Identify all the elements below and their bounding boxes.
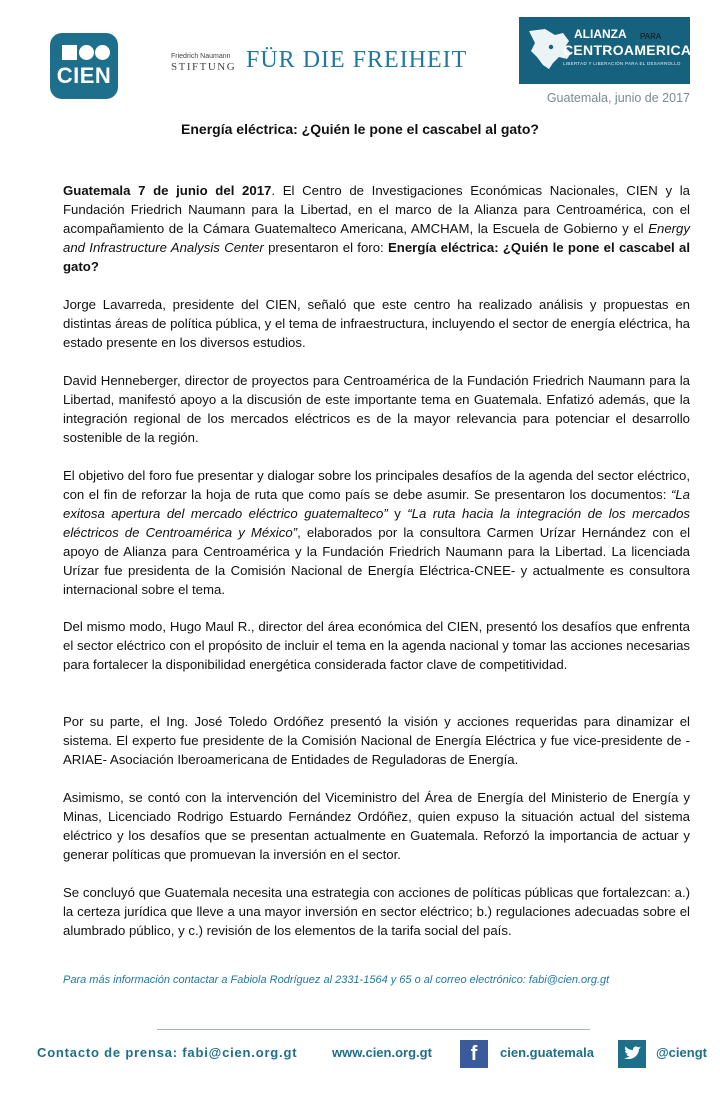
website-link[interactable]: www.cien.org.gt [332,1045,432,1060]
facebook-link[interactable]: cien.guatemala [500,1045,594,1060]
paragraph-intro: Guatemala 7 de junio del 2017. El Centro de Investigaciones Económicas Nacionales, CIEN y la Fundación Friedrich Naumann para la Libertad, en el marco de la Alianza para Centroamérica, con el acompañamiento de la Cámara Guatemalteco Americana, AMCHAM, la Escuela de Gobierno y el Energy and Infrastructure Analysis Center presentaron el foro: Energía eléctrica: ¿Quién le pone el cascabel al gato? [63,183,690,274]
paragraph-maul: Del mismo modo, Hugo Maul R., director del área económica del CIEN, presentó los desafíos que enfrenta el sector eléctrico con el propósito de incluir el tema en la agenda nacional y tomar las acciones necesarias para fortalecer la disponibilidad energética considerada factor clave de competitividad. [63,619,690,672]
paragraph-objective: El objetivo del foro fue presentar y dialogar sobre los principales desafíos de la agenda del sector eléctrico, con el fin de reforzar la hoja de ruta que como país se debe asumir. Se presentaron los documentos: “La exitosa apertura del mercado eléctrico guatemalteco” y “La ruta hacia la integración de los mercados eléctricos de Centroamérica y México”, elaborados por la consultora Carmen Urízar Hernández con el apoyo de Alianza para Centroamérica y la Fundación Friedrich Naumann para la Libertad. La licenciada Urízar fue presidenta de la Comisión Nacional de Energía Eléctrica-CNEE- y actualmente es consultora internacional sobre el tema. [63,468,691,597]
alianza-logo [519,17,690,84]
twitter-icon[interactable] [618,1040,646,1068]
cien-logo-mark [62,45,106,61]
fnf-logo-stiftung: STIFTUNG [171,61,237,73]
place-date: Guatemala, junio de 2017 [546,91,690,105]
document-title: Energía eléctrica: ¿Quién le pone el cascabel al gato? [181,121,539,137]
alianza-tagline: LIBERTAD Y LIBERACIÓN PARA EL DESARROLLO [563,61,681,66]
paragraph-toledo: Por su parte, el Ing. José Toledo Ordóñez presentó la visión y acciones requeridas para dinamizar el sistema. El experto fue presidente de la Comisión Nacional de Energía Eléctrica y fue vice-presidente de -ARIAE- Asociación Iberoamericana de Entidades de Reguladoras de Energía. [63,714,690,767]
paragraph-viceministro: Asimismo, se contó con la intervención del Viceministro del Área de Energía del Ministerio de Energía y Minas, Licenciado Rodrigo Estuardo Fernández Ordóñez, quien expuso la situación actual del sistema eléctrico y los desafíos que se presentan actualmente en Guatemala. Reforzó la importancia de actuar y generar políticas que promuevan la inversión en el sector. [63,790,690,862]
paragraph-conclusion: Se concluyó que Guatemala necesita una estrategia con acciones de políticas públicas que fortalezcan: a.) la certeza jurídica que lleve a una mayor inversión en sector eléctrico; b.) regulaciones adecuadas sobre el alumbrado público, y c.) revisión de los elementos de la tarifa social del país. [63,885,690,938]
cien-logo-text: CIEN [56,63,112,88]
alianza-line1: ALIANZA PARA [574,27,662,41]
paragraph-lavarreda: Jorge Lavarreda, presidente del CIEN, señaló que este centro ha realizado análisis y propuestas en distintas áreas de política pública, y el tema de infraestructura, incluyendo el sector de energía eléctrica, ha estado presente en los diversos estudios. [63,297,690,350]
twitter-link[interactable]: @ciengt [656,1045,707,1060]
footer-divider [157,1029,590,1030]
cien-logo [50,33,118,99]
fnf-logo-small-text: Friedrich Naumann [171,53,231,60]
facebook-icon[interactable]: f [460,1040,488,1068]
contact-note: Para más información contactar a Fabiola Rodríguez al 2331-1564 y 65 o al correo electrónico: fabi@cien.org.gt [63,974,610,986]
press-contact[interactable]: Contacto de prensa: fabi@cien.org.gt [37,1045,298,1060]
paragraph-henneberger: David Henneberger, director de proyectos para Centroamérica de la Fundación Friedrich Naumann para la Libertad, manifestó apoyo a la discusión de este importante tema en Guatemala. Enfatizó además, que la integración regional de los mercados eléctricos es de la mayor relevancia para potenciar el desarrollo sostenible de la región. [63,373,690,445]
fnf-logo-main: FÜR DIE FREIHEIT [246,47,468,73]
alianza-line2: CENTROAMERICA [563,42,692,58]
